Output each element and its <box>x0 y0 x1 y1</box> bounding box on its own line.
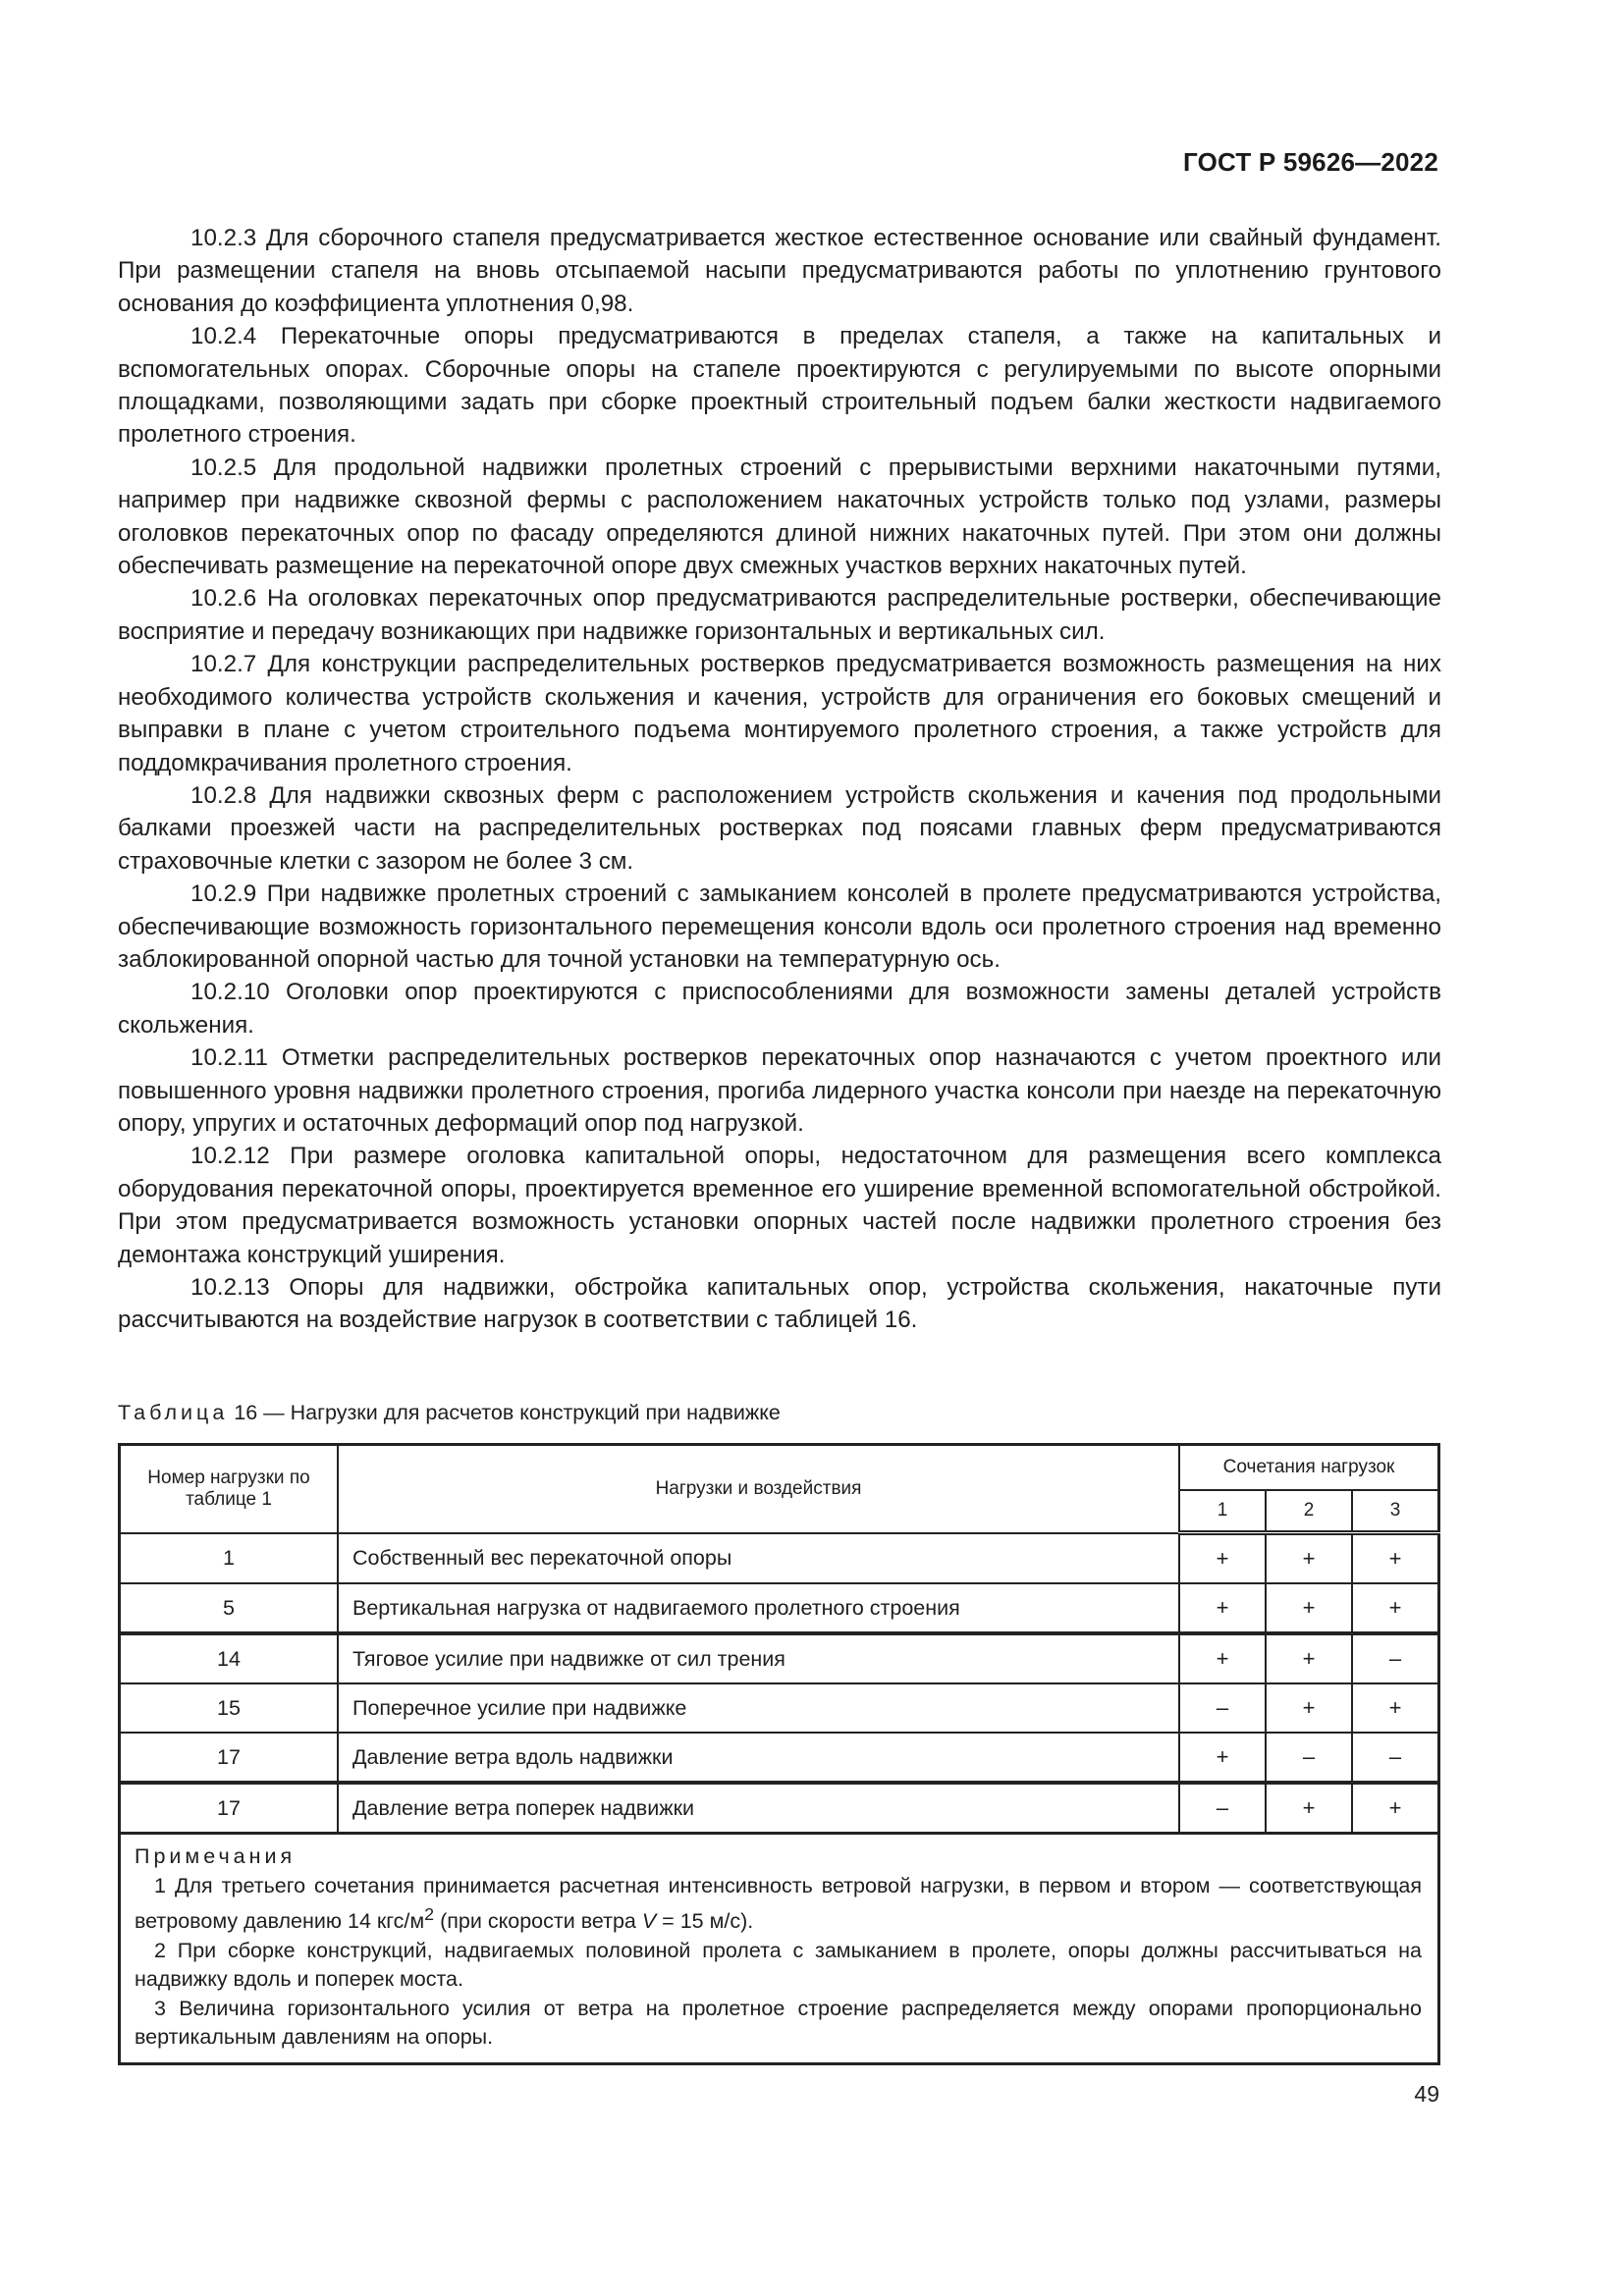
table-row <box>120 1783 1439 1834</box>
paragraph-10-2-10: 10.2.10 Оголовки опор проектируются с приспособлениями для возможности замены деталей устройств скольжения. <box>118 979 1441 1039</box>
row-combination-3: + <box>1352 1583 1439 1633</box>
row-combination-1: – <box>1179 1783 1266 1834</box>
paragraph-10-2-5: 10.2.5 Для продольной надвижки пролетных строений с прерывистыми верхними накаточными путями, например при надвижке сквозной фермы с расположением накаточных устройств только под узлами, размеры оголовков перекаточных опор по фасаду определяются длиной нижних накаточных путей. При этом они должны обеспечивать размещение на перекаточной опоре двух смежных участков верхних накаточных путей. <box>118 454 1441 580</box>
row-combination-2: + <box>1266 1783 1352 1834</box>
note-1-text-end: = 15 м/с). <box>656 1909 754 1934</box>
header-load-number: Номер нагрузки по таблице 1 <box>120 1445 339 1533</box>
row-load-number: 14 <box>120 1633 339 1683</box>
row-description: Вертикальная нагрузка от надвигаемого пролетного строения <box>338 1583 1179 1633</box>
table-notes-row <box>120 1834 1439 2064</box>
row-load-number: 5 <box>120 1583 339 1633</box>
paragraph-10-2-13: 10.2.13 Опоры для надвижки, обстройка капитальных опор, устройства скольжения, накаточные пути рассчитываются на воздействие нагрузок в соответствии с таблицей 16. <box>118 1274 1441 1334</box>
document-standard-code: ГОСТ Р 59626—2022 <box>1183 147 1438 177</box>
note-1 <box>135 1872 1422 1937</box>
row-description: Тяговое усилие при надвижке от сил трения <box>338 1633 1179 1683</box>
row-load-number: 17 <box>120 1783 339 1834</box>
row-combination-2: + <box>1266 1683 1352 1733</box>
note-2: 2 При сборке конструкций, надвигаемых половиной пролета с замыканием в пролете, опоры должны рассчитываться на надвижку вдоль и поперек моста. <box>135 1938 1422 1992</box>
row-combination-3: – <box>1352 1733 1439 1783</box>
note-3: 3 Величина горизонтального усилия от ветра на пролетное строение распределяется между опорами пропорционально вертикальным давлениям на опоры. <box>135 1996 1422 2050</box>
paragraph-10-2-7: 10.2.7 Для конструкции распределительных ростверков предусматривается возможность размещения на них необходимого количества устройств скольжения и качения, устройств для ограничения его боковых смещений и выправки в плане с учетом строительного подъема монтируемого пролетного строения, а также устройств для поддомкрачивания пролетного строения. <box>118 651 1441 776</box>
table-row <box>120 1533 1439 1584</box>
table-row <box>120 1633 1439 1683</box>
note-1-text-cont: (при скорости ветра <box>434 1909 642 1934</box>
paragraph-10-2-6: 10.2.6 На оголовках перекаточных опор предусматриваются распределительные ростверки, обеспечивающие восприятие и передачу возникающих при надвижке горизонтальных и вертикальных сил. <box>118 585 1441 645</box>
row-combination-1: + <box>1179 1533 1266 1584</box>
table-caption-text: 16 — Нагрузки для расчетов конструкций при надвижке <box>234 1401 781 1424</box>
table-row <box>120 1683 1439 1733</box>
row-combination-3: + <box>1352 1683 1439 1733</box>
paragraph-10-2-11: 10.2.11 Отметки распределительных ростверков перекаточных опор назначаются с учетом проектного или повышенного уровня надвижки пролетного строения, прогиба лидерного участка консоли при наезде на перекаточную опору, упругих и остаточных деформаций опор под нагрузкой. <box>118 1044 1441 1137</box>
header-combination-2: 2 <box>1266 1490 1352 1533</box>
header-loads: Нагрузки и воздействия <box>338 1445 1179 1533</box>
row-combination-1: – <box>1179 1683 1266 1733</box>
row-description: Давление ветра вдоль надвижки <box>338 1733 1179 1783</box>
row-combination-3: + <box>1352 1783 1439 1834</box>
body-text <box>118 222 1441 1337</box>
notes-title: Примечания <box>135 1844 297 1868</box>
paragraph-10-2-4: 10.2.4 Перекаточные опоры предусматриваются в пределах стапеля, а также на капитальных и вспомогательных опорах. Сборочные опоры на стапеле проектируются с регулируемыми по высоте опорными площадками, позволяющими задать при сборке проектный строительный подъем балки жесткости надвигаемого пролетного строения. <box>118 323 1441 449</box>
table-caption-label: Таблица <box>118 1401 229 1424</box>
header-combinations: Сочетания нагрузок <box>1179 1445 1439 1490</box>
row-combination-2: – <box>1266 1733 1352 1783</box>
table-row <box>120 1733 1439 1783</box>
row-combination-3: – <box>1352 1633 1439 1683</box>
note-1-text: 1 Для третьего сочетания принимается расчетная интенсивность ветровой нагрузки, в первом и втором — соответствующая ветровому давлению 14 кгс/м <box>135 1873 1422 1934</box>
paragraph-10-2-3: 10.2.3 Для сборочного стапеля предусматривается жесткое естественное основание или свайный фундамент. При размещении стапеля на вновь отсыпаемой насыпи предусматриваются работы по уплотнению грунтового основания до коэффициента уплотнения 0,98. <box>118 225 1441 317</box>
row-combination-1: + <box>1179 1633 1266 1683</box>
row-combination-2: + <box>1266 1633 1352 1683</box>
paragraph-10-2-9: 10.2.9 При надвижке пролетных строений с замыканием консолей в пролете предусматриваются устройства, обеспечивающие возможность горизонтального перемещения консоли вдоль оси пролетного строения над временно заблокированной опорной частью для точной установки на температурную ось. <box>118 881 1441 973</box>
header-combination-1: 1 <box>1179 1490 1266 1533</box>
note-1-velocity-symbol: V <box>641 1909 657 1934</box>
row-load-number: 15 <box>120 1683 339 1733</box>
header-combination-3: 3 <box>1352 1490 1439 1533</box>
row-combination-1: + <box>1179 1583 1266 1633</box>
row-description: Собственный вес перекаточной опоры <box>338 1533 1179 1584</box>
row-combination-3: + <box>1352 1533 1439 1584</box>
page-number: 49 <box>1414 2081 1439 2107</box>
row-combination-1: + <box>1179 1733 1266 1783</box>
row-load-number: 1 <box>120 1533 339 1584</box>
note-1-superscript: 2 <box>424 1904 435 1924</box>
row-combination-2: + <box>1266 1583 1352 1633</box>
paragraph-10-2-8: 10.2.8 Для надвижки сквозных ферм с расположением устройств скольжения и качения под продольными балками проезжей части на распределительных ростверках под поясами главных ферм предусматриваются страховочные клетки с зазором не более 3 см. <box>118 781 1441 875</box>
row-description: Давление ветра поперек надвижки <box>338 1783 1179 1834</box>
table-caption <box>118 1401 781 1425</box>
paragraph-10-2-12: 10.2.12 При размере оголовка капитальной опоры, недостаточном для размещения всего комплекса оборудования перекаточной опоры, проектируется временное его уширение временной вспомогательной обстройкой. При этом предусматривается возможность установки опорных частей после надвижки пролетного строения без демонтажа конструкций уширения. <box>118 1143 1441 1268</box>
table-notes <box>120 1834 1439 2064</box>
loads-table <box>118 1443 1440 2065</box>
table-row <box>120 1583 1439 1633</box>
row-combination-2: + <box>1266 1533 1352 1584</box>
row-load-number: 17 <box>120 1733 339 1783</box>
row-description: Поперечное усилие при надвижке <box>338 1683 1179 1733</box>
